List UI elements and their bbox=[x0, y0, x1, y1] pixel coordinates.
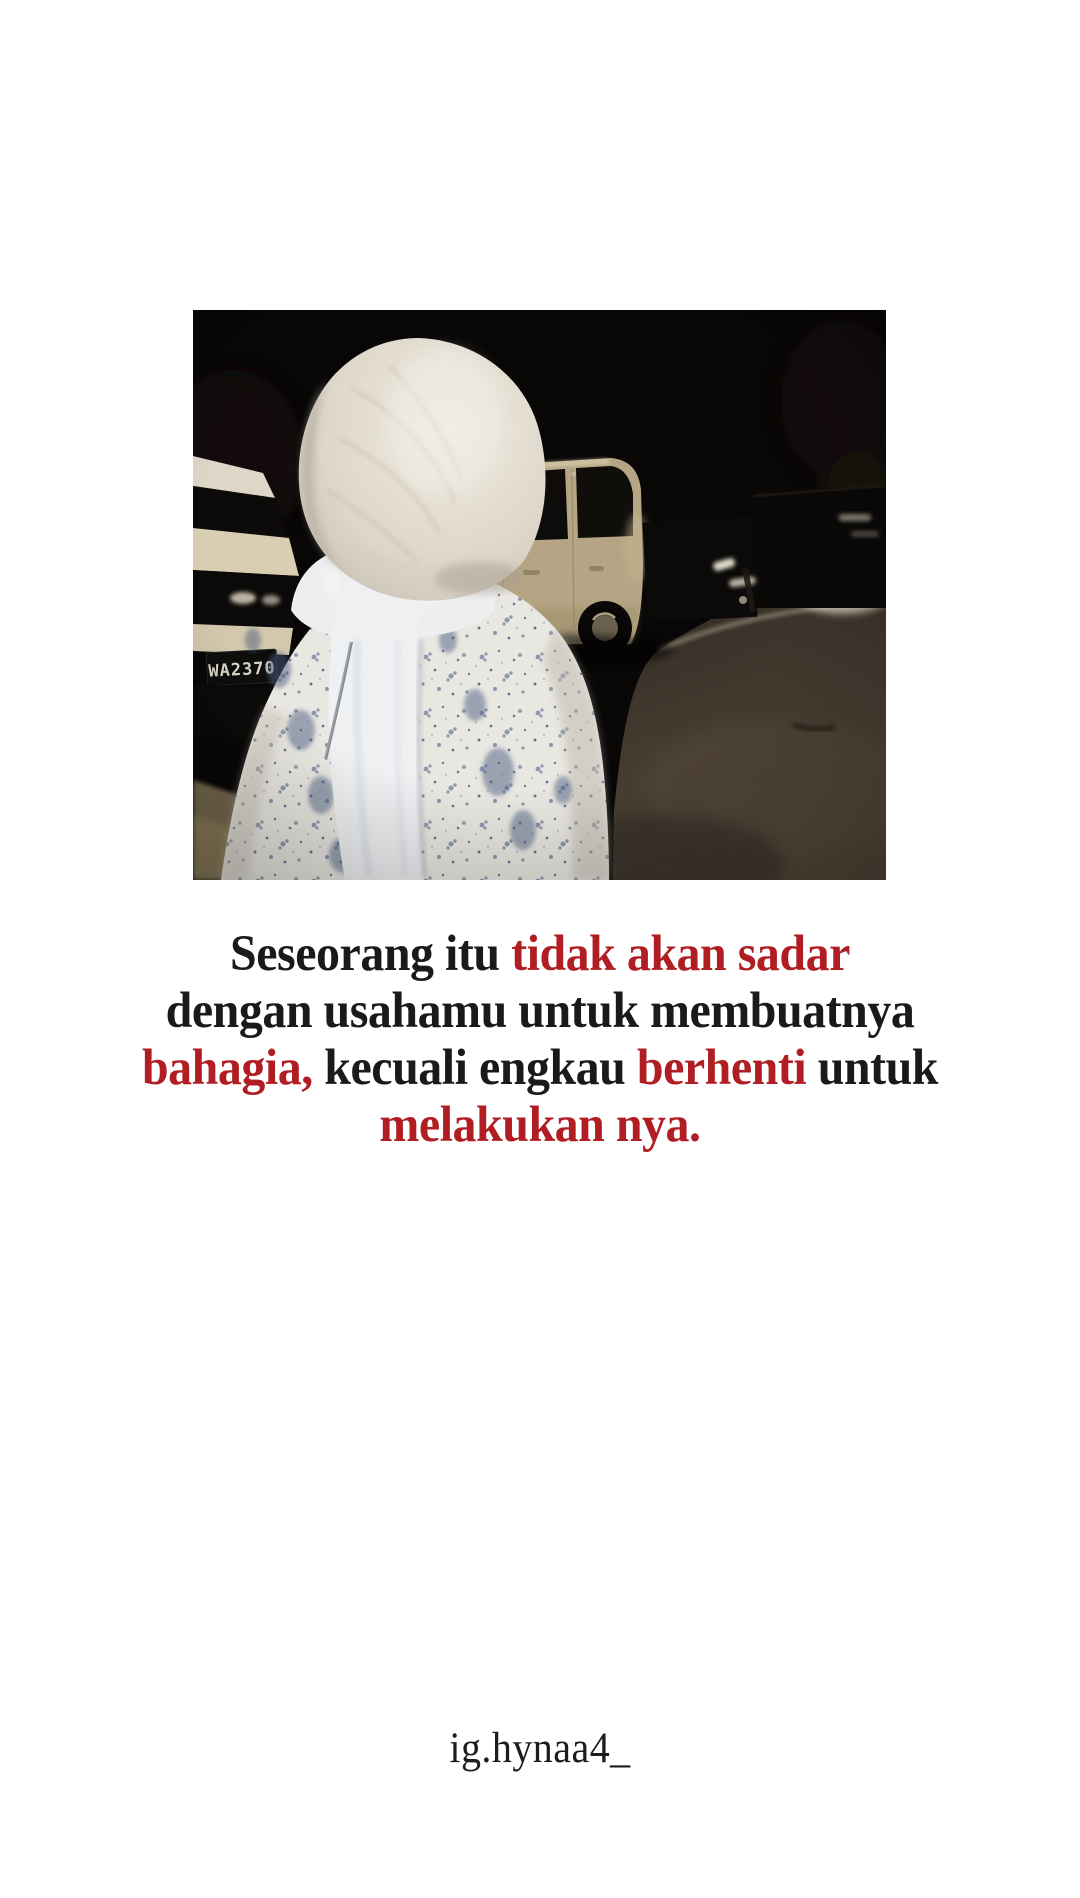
quote-segment: kecuali engkau bbox=[312, 1040, 637, 1096]
photo-illustration bbox=[193, 310, 886, 880]
quote-segment: tidak akan sadar bbox=[511, 926, 850, 982]
watermark-handle: ig.hynaa4_ bbox=[449, 1725, 631, 1772]
quote-segment: Seseorang itu bbox=[230, 926, 512, 982]
quote-line-1 bbox=[32, 926, 1047, 983]
quote-line-4 bbox=[32, 1097, 1047, 1154]
quote-line-3 bbox=[32, 1040, 1047, 1097]
quote-segment: dengan usahamu untuk membuatnya bbox=[165, 983, 915, 1039]
vignette bbox=[193, 310, 886, 880]
quote-segment: bahagia, bbox=[141, 1040, 313, 1096]
quote-text bbox=[32, 926, 1047, 1154]
photo-night-street bbox=[193, 310, 886, 880]
quote-segment: melakukan nya. bbox=[379, 1097, 701, 1153]
quote-segment: untuk bbox=[806, 1040, 939, 1096]
quote-line-2 bbox=[32, 983, 1047, 1040]
quote-segment: berhenti bbox=[636, 1040, 807, 1096]
